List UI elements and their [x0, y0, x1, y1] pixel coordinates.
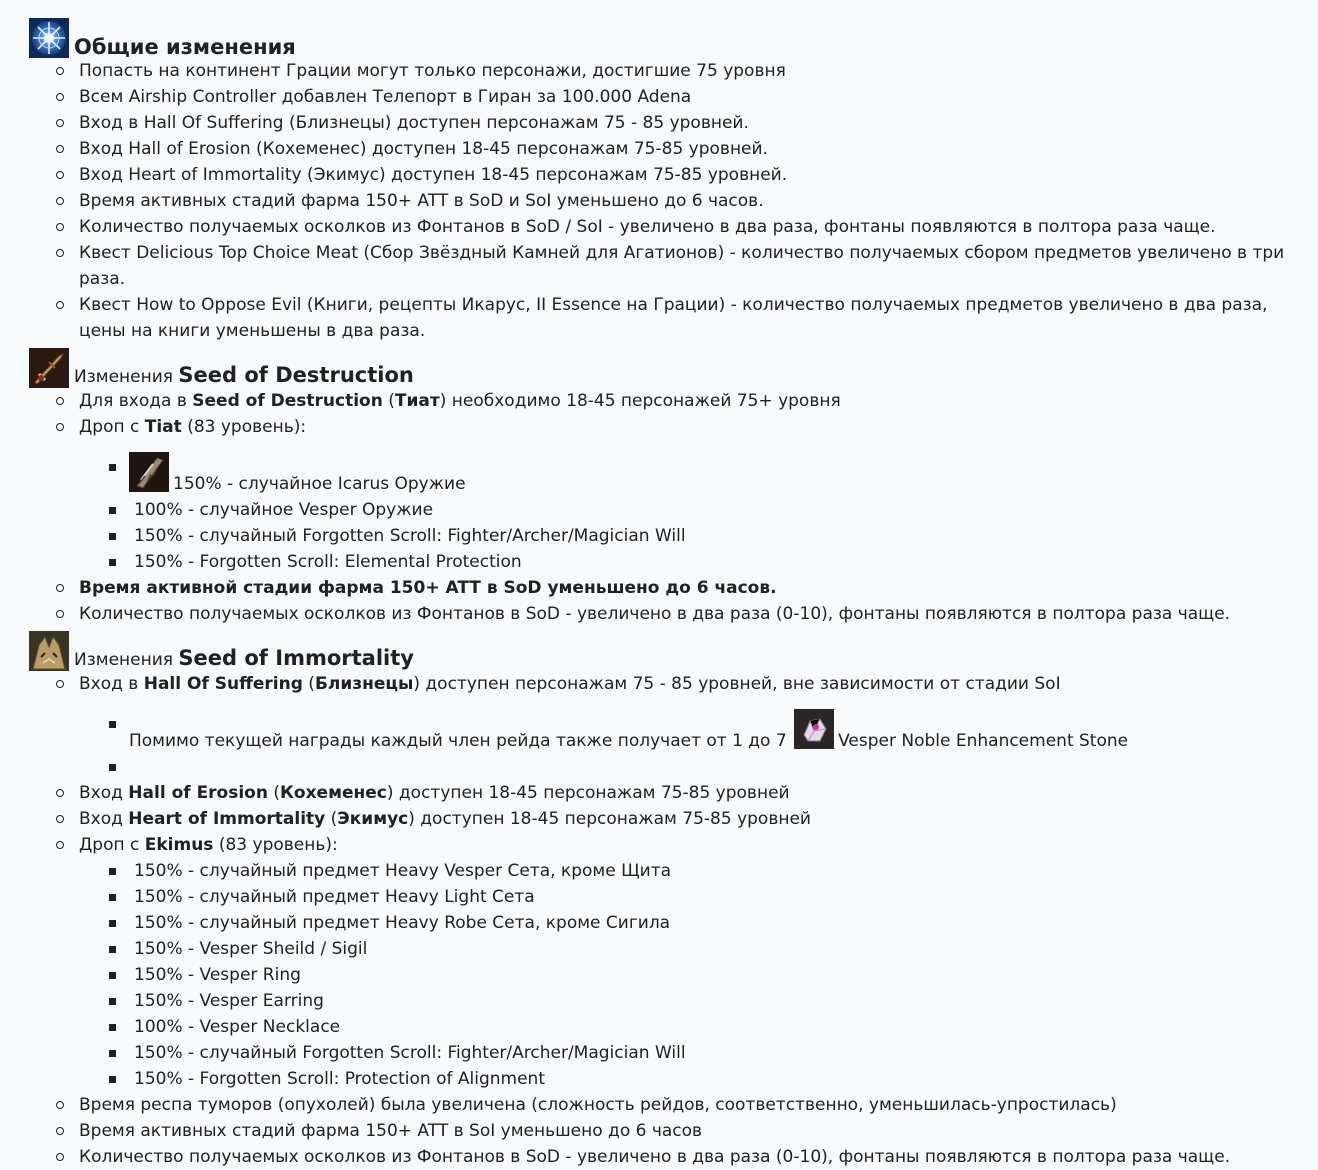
blue-star-emblem-icon — [29, 18, 69, 58]
list-item — [29, 806, 1318, 832]
list-item — [29, 440, 1318, 497]
soi-list — [29, 671, 1318, 1170]
list-item: Количество получаемых осколков из Фонтанов в SoD - увеличено в два раза (0-10), фонтаны появляются в полтора раза чаще. — [29, 1144, 1318, 1170]
soi-hoe-boss: Кохеменес — [280, 783, 387, 803]
soi-hoi-post: ) доступен 18-45 персонажам 75-85 уровней — [408, 809, 811, 829]
sod-drop-post: (83 уровень): — [187, 417, 307, 437]
soi-hos-pre: Вход в — [79, 674, 139, 694]
sod-entry-paren: ( — [382, 391, 395, 411]
sod-title-prefix: Изменения — [74, 367, 174, 387]
soi-hos-boss: Близнецы — [314, 674, 414, 694]
soi-hos-reward-item: Vesper Noble Enhancement Stone — [838, 731, 1129, 751]
list-item: 150% - Vesper Earring — [29, 988, 1318, 1014]
sod-header — [29, 344, 1318, 388]
list-item: Попасть на континент Грации могут только персонажи, достигшие 75 уровня — [29, 58, 1318, 84]
list-item — [29, 575, 1318, 601]
sod-entry-boss: Тиат — [394, 391, 440, 411]
soi-hos-post: ) доступен персонажам 75 - 85 уровней, вне зависимости от стадии SoI — [413, 674, 1061, 694]
list-item: Квест Delicious Top Choice Meat (Сбор Звёздный Камней для Агатионов) - количество получаемых сбором предметов увеличено в три раза. — [29, 240, 1318, 292]
icarus-weapon-icon — [129, 452, 169, 492]
list-item: 150% - случайный предмет Heavy Light Сета — [29, 884, 1318, 910]
soi-title-prefix: Изменения — [74, 650, 174, 670]
sod-drop-item: 150% - случайное Icarus Оружие — [173, 474, 466, 494]
list-item — [29, 414, 1318, 575]
sod-title-name: Seed of Destruction — [178, 363, 414, 387]
soi-hos-reward-pre: Помимо текущей награды каждый член рейда также получает от 1 до 7 — [129, 731, 787, 751]
list-item — [29, 671, 1318, 780]
list-item — [29, 388, 1318, 414]
list-item: Время респа туморов (опухолей) была увеличена (сложность рейдов, соответственно, уменьшилась-упростилась) — [29, 1092, 1318, 1118]
soi-hoi-place: Heart of Immortality — [128, 809, 326, 829]
sword-emblem-icon — [29, 348, 69, 388]
list-item: Всем Airship Controller добавлен Телепорт в Гиран за 100.000 Adena — [29, 84, 1318, 110]
sod-drop-boss: Tiat — [144, 417, 182, 437]
soi-hos-place: Hall Of Suffering — [143, 674, 303, 694]
list-item: Вход в Hall Of Suffering (Близнецы) доступен персонажам 75 - 85 уровней. — [29, 110, 1318, 136]
list-item — [29, 780, 1318, 806]
monster-emblem-icon — [29, 631, 69, 671]
sod-list — [29, 388, 1318, 627]
list-item: 150% - случайный предмет Heavy Robe Сета, кроме Сигила — [29, 910, 1318, 936]
soi-drop-list — [79, 858, 1318, 1092]
list-item: Вход Hall of Erosion (Кохеменес) доступен 18-45 персонажам 75-85 уровней. — [29, 136, 1318, 162]
list-item: 150% - случайный Forgotten Scroll: Fighter/Archer/Magician Will — [29, 523, 1318, 549]
list-item: Время активных стадий фарма 150+ ATT в SoI уменьшено до 6 часов — [29, 1118, 1318, 1144]
general-header — [29, 14, 1318, 58]
list-item — [29, 832, 1318, 1092]
list-item: 150% - случайный предмет Heavy Vesper Сета, кроме Щита — [29, 858, 1318, 884]
list-item: Количество получаемых осколков из Фонтанов в SoD / SoI - увеличено в два раза, фонтаны появляются в полтора раза чаще. — [29, 214, 1318, 240]
list-item: Квест How to Oppose Evil (Книги, рецепты Икарус, II Essence на Грации) - количество получаемых предметов увеличено в два раза, цены на книги уменьшены в два раза. — [29, 292, 1318, 344]
soi-header — [29, 627, 1318, 671]
list-item — [29, 754, 1318, 780]
list-item: 150% - Forgotten Scroll: Protection of Alignment — [29, 1066, 1318, 1092]
soi-hoe-place: Hall of Erosion — [128, 783, 268, 803]
soi-hoe-post: ) доступен 18-45 персонажам 75-85 уровней — [386, 783, 790, 803]
soi-hos-paren: ( — [302, 674, 315, 694]
enhancement-stone-icon — [794, 709, 834, 749]
list-item: 100% - случайное Vesper Оружие — [29, 497, 1318, 523]
list-item: Вход Heart of Immortality (Экимус) доступен 18-45 персонажам 75-85 уровней. — [29, 162, 1318, 188]
general-title: Общие изменения — [74, 35, 296, 59]
soi-hoi-pre: Вход — [79, 809, 123, 829]
sod-entry-post: ) необходимо 18-45 персонажей 75+ уровня — [439, 391, 841, 411]
sod-farm-time: Время активной стадии фарма 150+ ATT в SoD уменьшено до 6 часов. — [79, 578, 777, 598]
general-list — [29, 58, 1318, 344]
sod-entry-pre: Для входа в — [79, 391, 187, 411]
soi-drop-boss: Ekimus — [144, 835, 214, 855]
sod-drop-pre: Дроп с — [79, 417, 140, 437]
list-item: 150% - Vesper Ring — [29, 962, 1318, 988]
soi-hos-sublist — [79, 697, 1318, 780]
soi-drop-pre: Дроп с — [79, 835, 140, 855]
soi-hoi-paren: ( — [325, 809, 338, 829]
list-item: Количество получаемых осколков из Фонтанов в SoD - увеличено в два раза (0-10), фонтаны появляются в полтора раза чаще. — [29, 601, 1318, 627]
sod-drop-list — [79, 440, 1318, 575]
soi-drop-post: (83 уровень): — [218, 835, 338, 855]
list-item: 100% - Vesper Necklace — [29, 1014, 1318, 1040]
soi-hoi-boss: Экимус — [337, 809, 409, 829]
soi-hoe-pre: Вход — [79, 783, 123, 803]
list-item: 150% - случайный Forgotten Scroll: Fighter/Archer/Magician Will — [29, 1040, 1318, 1066]
soi-hoe-paren: ( — [267, 783, 281, 803]
list-item — [29, 697, 1318, 754]
sod-entry-place: Seed of Destruction — [192, 391, 383, 411]
soi-title-name: Seed of Immortality — [178, 646, 414, 670]
list-item: Время активных стадий фарма 150+ ATT в SoD и SoI уменьшено до 6 часов. — [29, 188, 1318, 214]
list-item: 150% - Vesper Sheild / Sigil — [29, 936, 1318, 962]
list-item: 150% - Forgotten Scroll: Elemental Protection — [29, 549, 1318, 575]
